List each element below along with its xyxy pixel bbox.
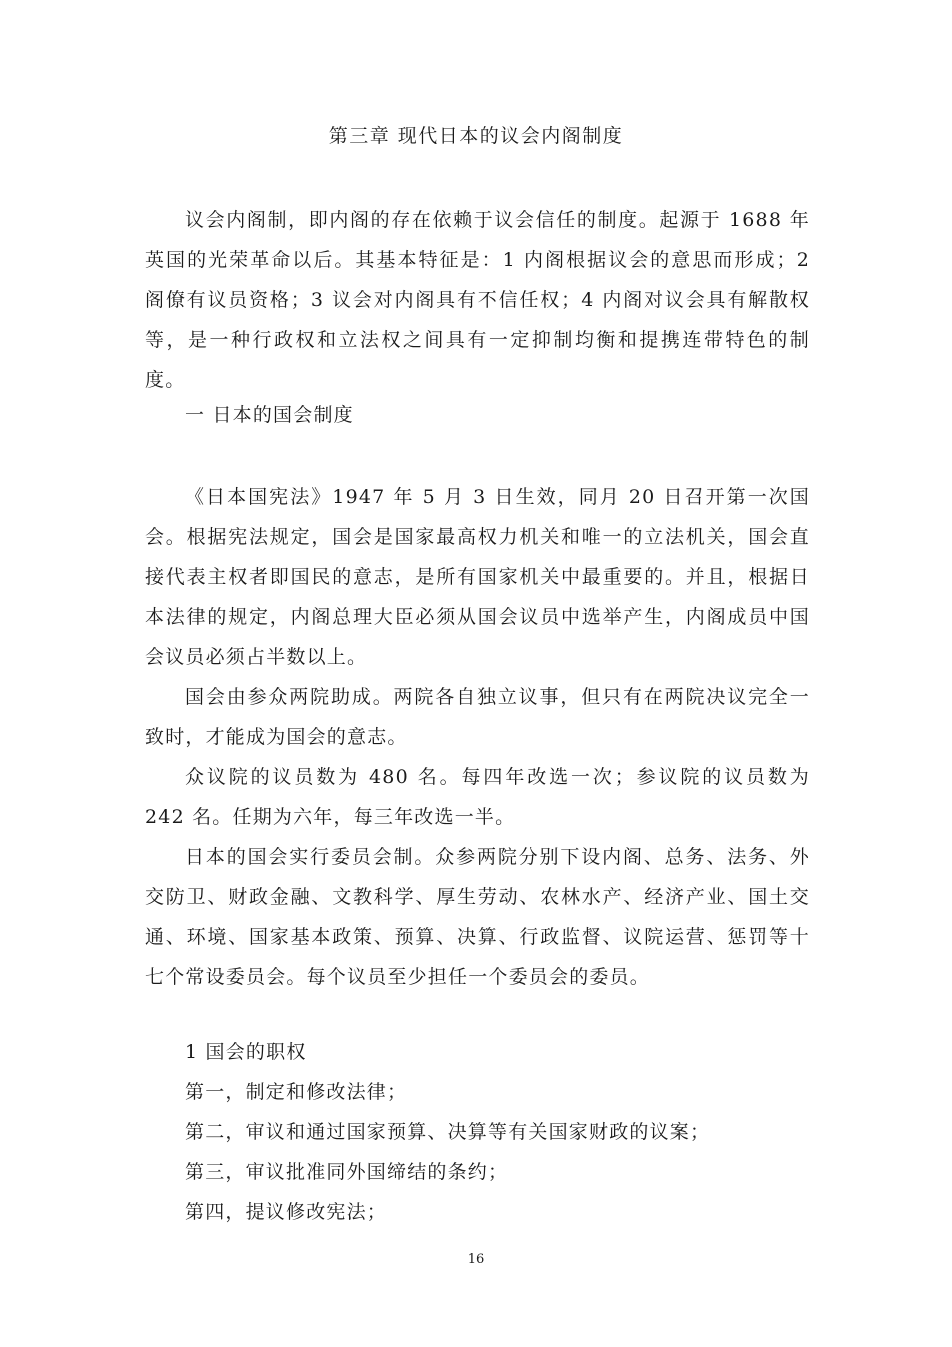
page-number: 16 (467, 1252, 485, 1267)
intro-block (145, 200, 810, 400)
section-paragraph: 《日本国宪法》1947 年 5 月 3 日生效，同月 20 日召开第一次国会。根据宪法规定，国会是国家最高权力机关和唯一的立法机关，国会直接代表主权者即国民的意志，是所有国家机关中最重要的。并且，根据日本法律的规定，内阁总理大臣必须从国会议员中选举产生，内阁成员中国会议员必须占半数以上。 (145, 486, 810, 668)
power-item: 第三，审议批准同外国缔结的条约； (185, 1161, 509, 1183)
section-heading: 一 日本的国会制度 (185, 404, 354, 426)
power-item: 第四，提议修改宪法； (185, 1201, 388, 1223)
chapter-title: 第三章 现代日本的议会内阁制度 (328, 125, 624, 147)
section-paragraph: 日本的国会实行委员会制。众参两院分别下设内阁、总务、法务、外交防卫、财政金融、文教科学、厚生劳动、农林水产、经济产业、国土交通、环境、国家基本政策、预算、决算、行政监督、议院运营、惩罚等十七个常设委员会。每个议员至少担任一个委员会的委员。 (145, 846, 810, 988)
power-item: 第一，制定和修改法律； (185, 1081, 408, 1103)
section-paragraph: 众议院的议员数为 480 名。每四年改选一次；参议院的议员数为 242 名。任期为六年，每三年改选一半。 (145, 766, 810, 828)
section-paragraph: 国会由参众两院助成。两院各自独立议事，但只有在两院决议完全一致时，才能成为国会的意志。 (145, 686, 810, 748)
power-item: 第二，审议和通过国家预算、决算等有关国家财政的议案； (185, 1121, 711, 1143)
section-body (145, 477, 810, 997)
powers-block (145, 1032, 810, 1232)
section-heading-block (145, 395, 810, 435)
subsection-heading: 1 国会的职权 (185, 1041, 307, 1063)
intro-paragraph: 议会内阁制，即内阁的存在依赖于议会信任的制度。起源于 1688 年英国的光荣革命以后。其基本特征是：1 内阁根据议会的意思而形成；2 阁僚有议员资格；3 议会对内阁具有不信任权；4 内阁对议会具有解散权等，是一种行政权和立法权之间具有一定抑制均衡和提携连带特色的制度。 (145, 209, 810, 391)
